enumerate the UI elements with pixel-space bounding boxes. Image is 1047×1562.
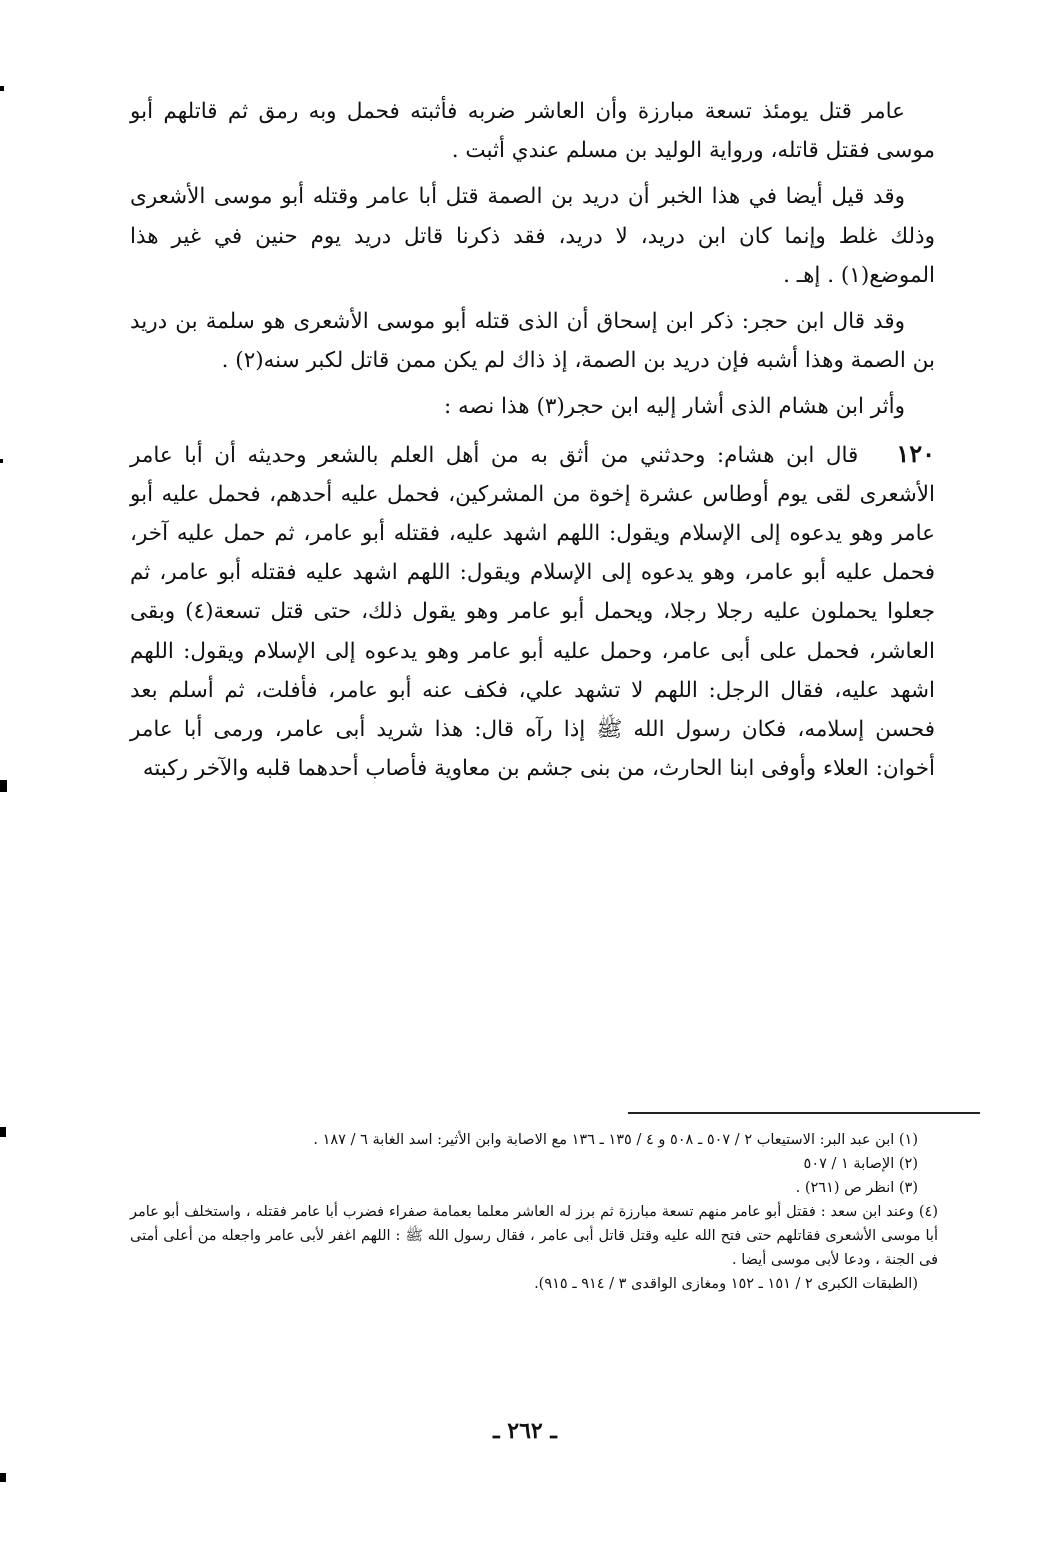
page-number: ـ ٢٦٢ ـ [493, 1418, 557, 1444]
scan-mark [0, 1473, 6, 1482]
scan-mark [0, 459, 3, 463]
footnote-separator [628, 1112, 980, 1114]
footnote: (٣) انظر ص (٢٦١) . [795, 1180, 918, 1196]
scan-mark [0, 1127, 6, 1137]
footnote: (١) ابن عبد البر: الاستيعاب ٢ / ٥٠٧ ـ ٥٠٨ و ٤ / ١٣٥ ـ ١٣٦ مع الاصابة وابن الأثير: اسد الغابة ٦ / ١٨٧ . [313, 1132, 918, 1148]
hadith-text: قال ابن هشام: وحدثني من أثق به من أهل العلم بالشعر وحديثه أن أبا عامر الأشعرى لقى يوم أوطاس عشرة إخوة من المشركين، فحمل عليه أحدهم، فحمل عليه أبو عامر وهو يدعوه إلى الإسلام ويقول: اللهم اشهد عليه، فقتله أبو عامر، ثم حمل عليه آخر، فحمل عليه أبو عامر، وهو يدعوه إلى الإسلام ويقول: اللهم اشهد عليه فقتله أبو عامر، ثم جعلوا يحملون عليه رجلا رجلا، ويحمل أبو عامر وهو يقول ذلك، حتى قتل تسعة(٤) وبقى العاشر، فحمل على أبى عامر، وحمل عليه أبو عامر وهو يدعوه إلى الإسلام ويقول: اللهم اشهد عليه، فقال الرجل: اللهم لا تشهد علي، فكف عنه أبو عامر، فأفلت، ثم أسلم بعد فحسن إسلامه، فكان رسول الله ﷺ إذا رآه قال: هذا شريد أبى عامر، ورمى أبا عامر أخوان: العلاء وأوفى ابنا الحارث، من بنى جشم بن معاوية فأصاب أحدهما قلبه والآخر ركبته [130, 442, 935, 782]
hadith-paragraph [130, 434, 935, 789]
hadith-number: ١٢٠ [896, 438, 935, 468]
main-text [130, 92, 935, 795]
scan-mark [0, 780, 7, 792]
paragraph: وقد قيل أيضا في هذا الخبر أن دريد بن الصمة قتل أبا عامر وقتله أبو موسى الأشعرى وذلك غلط وإنما كان ابن دريد، لا دريد، فقد ذكرنا قاتل دريد يوم حنين في غير هذا الموضع(١) . إهـ . [130, 184, 935, 288]
footnote-source: (الطبقات الكبرى ٢ / ١٥١ ـ ١٥٢ ومغازى الواقدى ٣ / ٩١٤ ـ ٩١٥). [534, 1276, 918, 1292]
paragraph: وأثر ابن هشام الذى أشار إليه ابن حجر(٣) هذا نصه : [443, 394, 905, 420]
paragraph: وقد قال ابن حجر: ذكر ابن إسحاق أن الذى قتله أبو موسى الأشعرى هو سلمة بن دريد بن الصمة وهذا أشبه فإن دريد بن الصمة، إذ ذاك لم يكن ممن قاتل لكبر سنه(٢) . [130, 309, 935, 374]
footnote: (٤) وعند ابن سعد : فقتل أبو عامر منهم تسعة مبارزة ثم برز له العاشر معلما بعمامة صفراء فضرب أبا عامر فقتله ، واستخلف أبو عامر أبا موسى الأشعرى فقاتلهم حتى فتح الله عليه وقتل قاتل أبى عامر ، فقال رسول الله ﷺ : اللهم اغفر لأبى عامر واجعله من أعلى أمتى فى الجنة ، ودعا لأبى موسى أيضا . [130, 1204, 938, 1268]
paragraph: عامر قتل يومئذ تسعة مبارزة وأن العاشر ضربه فأثبته فحمل وبه رمق ثم قاتلهم أبو موسى فقتل قاتله، ورواية الوليد بن مسلم عندي أثبت . [130, 99, 935, 164]
scan-mark [0, 86, 4, 91]
footnote: (٢) الإصابة ١ / ٥٠٧ [803, 1156, 918, 1172]
footnotes [130, 1128, 938, 1296]
